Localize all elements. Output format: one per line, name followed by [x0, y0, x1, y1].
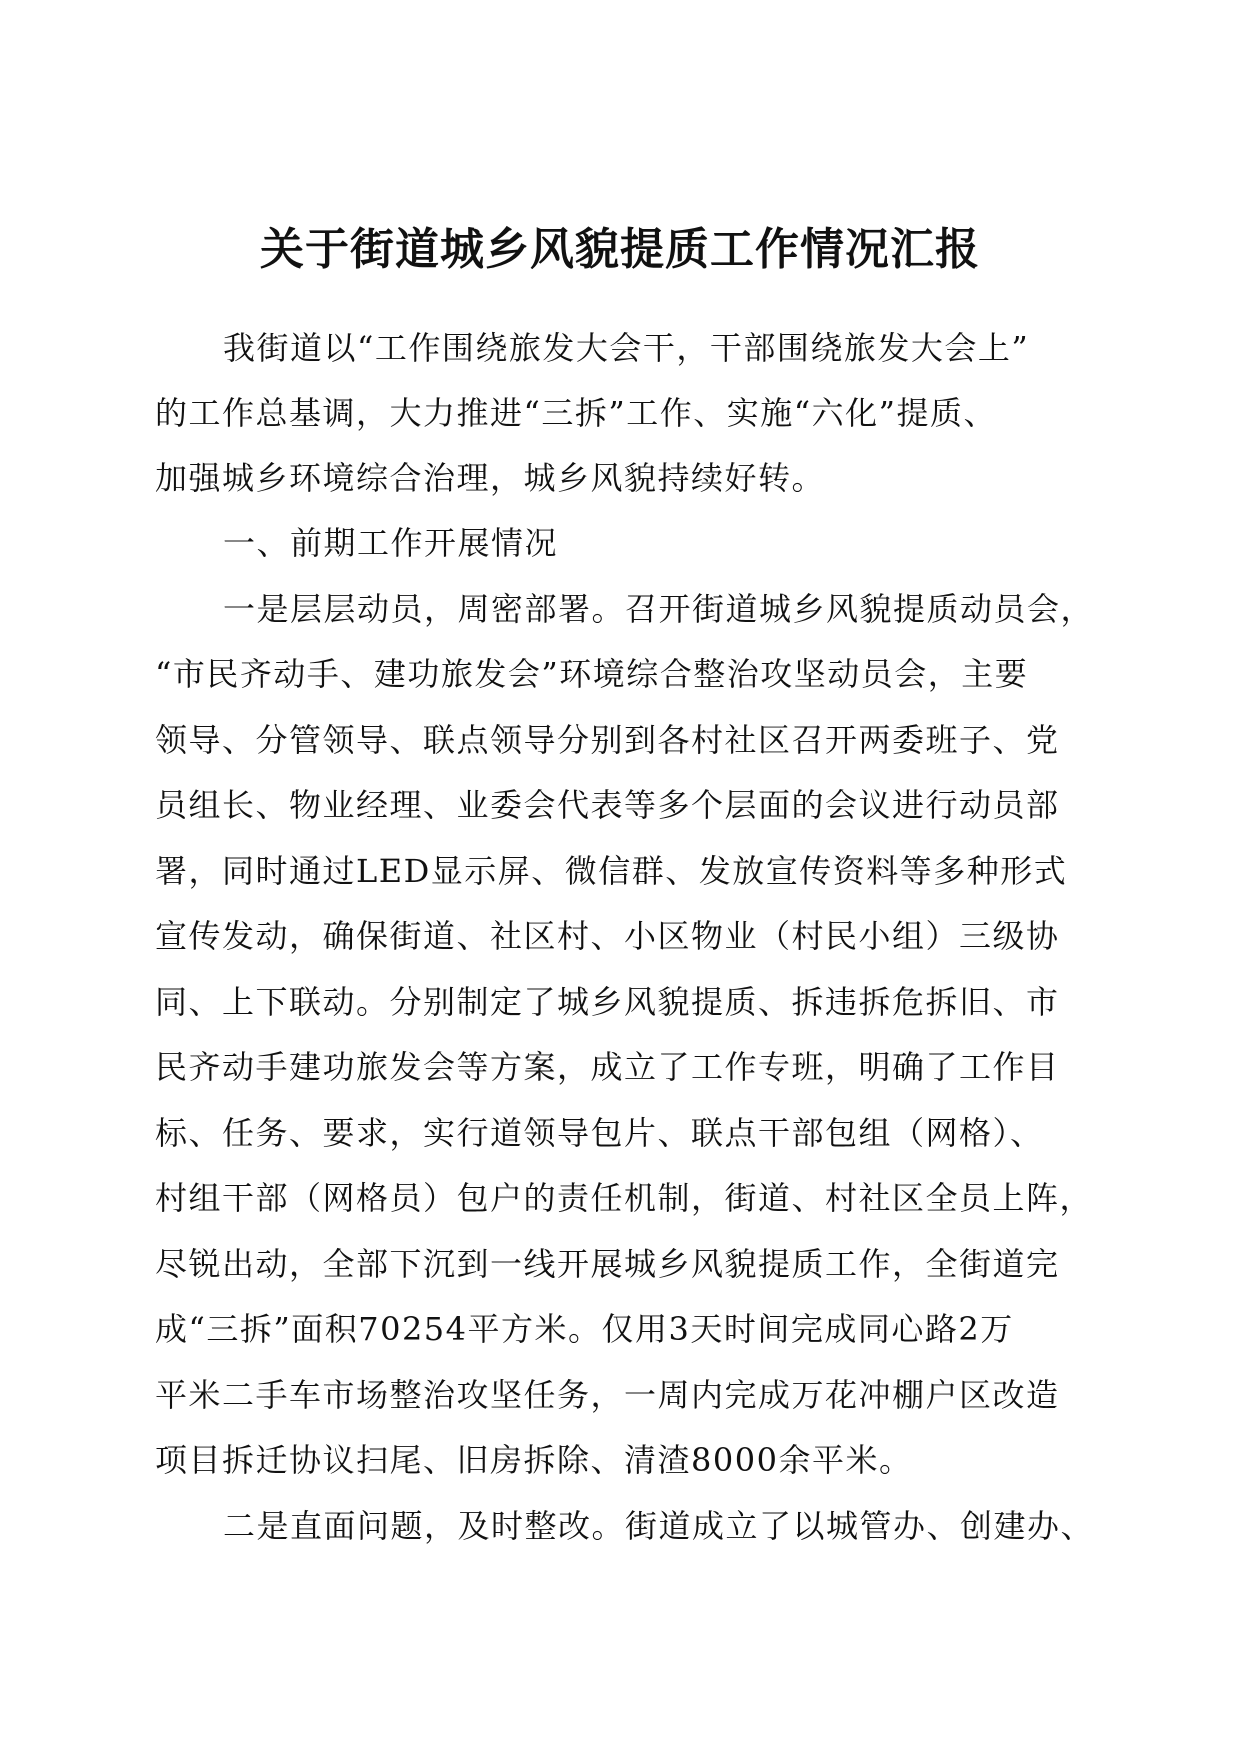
body-line-10: 村组干部（网格员）包户的责任机制，街道、村社区全员上阵， [155, 1179, 1094, 1217]
body-line-14: 项目拆迁协议扫尾、旧房拆除、清渣8000余平米。 [155, 1441, 913, 1479]
body-line-1: 一是层层动员，周密部署。召开街道城乡风貌提质动员会， [223, 590, 1095, 628]
body-line-9: 标、任务、要求，实行道领导包片、联点干部包组（网格）、 [155, 1114, 1044, 1152]
section-heading-1: 一、前期工作开展情况 [223, 524, 559, 562]
body-line-12: 成“三拆”面积70254平方米。仅用3天时间完成同心路2万 [155, 1310, 1014, 1348]
body-line-6: 宣传发动，确保街道、社区村、小区物业（村民小组）三级协 [155, 917, 1060, 955]
intro-line-2: 的工作总基调，大力推进“三拆”工作、实施“六化”提质、 [155, 394, 997, 432]
document-title: 关于街道城乡风貌提质工作情况汇报 [260, 224, 980, 275]
body-line-7: 同、上下联动。分别制定了城乡风貌提质、拆违拆危拆旧、市 [155, 983, 1060, 1021]
body-line-8: 民齐动手建功旅发会等方案，成立了工作专班，明确了工作目 [155, 1048, 1060, 1086]
body-line-15: 二是直面问题，及时整改。街道成立了以城管办、创建办、 [223, 1507, 1095, 1545]
body-line-2: “市民齐动手、建功旅发会”环境综合整治攻坚动员会，主要 [155, 655, 1029, 693]
body-line-5: 署，同时通过LED显示屏、微信群、发放宣传资料等多种形式 [155, 852, 1068, 890]
body-line-4: 员组长、物业经理、业委会代表等多个层面的会议进行动员部 [155, 786, 1060, 824]
intro-line-1: 我街道以“工作围绕旅发大会干，干部围绕旅发大会上” [223, 329, 1030, 367]
body-line-11: 尽锐出动，全部下沉到一线开展城乡风貌提质工作，全街道完 [155, 1245, 1060, 1283]
body-line-13: 平米二手车市场整治攻坚任务，一周内完成万花冲棚户区改造 [155, 1376, 1060, 1414]
intro-line-3: 加强城乡环境综合治理，城乡风貌持续好转。 [155, 459, 826, 497]
body-line-3: 领导、分管领导、联点领导分别到各村社区召开两委班子、党 [155, 721, 1060, 759]
